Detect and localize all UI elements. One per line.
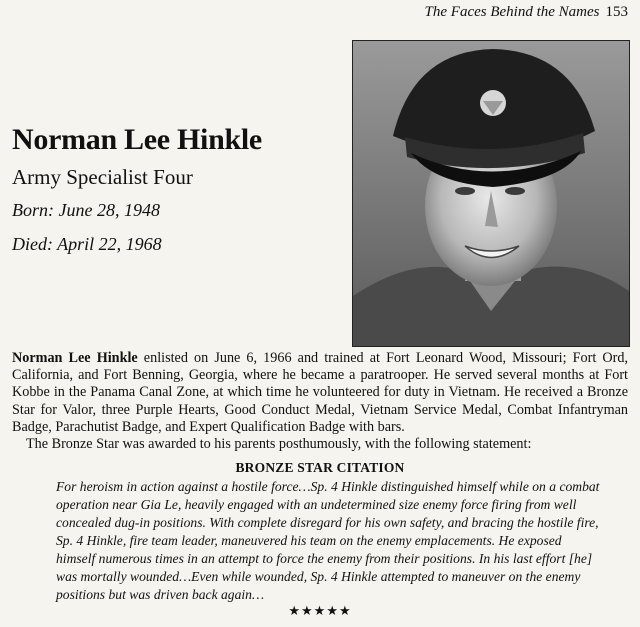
birth-date: Born: June 28, 1948: [12, 200, 160, 220]
section-end-stars: ★★★★★: [288, 603, 352, 618]
biography-text: enlisted on June 6, 1966 and trained at Fort Leonard Wood, Missouri; Fort Ord, California, and Fort Benning, Georgia, where he became a paratrooper. He served several months at Fort Kobbe in the Panama Canal Zone, at which time he volunteered for duty in Vietnam. He received a Bronze Star for Valor, three Purple Hearts, Good Conduct Medal, Vietnam Service Medal, Combat Infantryman Badge, Parachutist Badge, and Expert Qualification Badge with bars.: [12, 350, 628, 435]
award-statement: The Bronze Star was awarded to his parents posthumously, with the following statement:: [26, 436, 532, 453]
citation-text: For heroism in action against a hostile force…Sp. 4 Hinkle distinguished himself while on a combat operation near Gia Le, heavily engaged with an undetermined size enemy force firing from well concealed dug-in positions. With complete disregard for his own safety, and bracing the hostile fire, Sp. 4 Hinkle, fire team leader, maneuvered his team on the enemy emplacements. He exposed himself numerous times in an attempt to force the enemy from their positions. In his last effort [he] was mortally wounded…Even while wounded, Sp. 4 Hinkle attempted to maneuver on the enemy positions but was driven back again…: [56, 479, 600, 603]
page-number: 153: [605, 4, 628, 20]
biography-paragraph: [12, 350, 628, 436]
person-name: Norman Lee Hinkle: [12, 123, 262, 156]
person-rank: Army Specialist Four: [12, 165, 193, 189]
running-header: [425, 4, 628, 21]
profile-title-block: [12, 122, 342, 256]
death-date: Died: April 22, 1968: [12, 234, 162, 254]
soldier-portrait-icon: [352, 40, 630, 347]
biography-lead-name: Norman Lee Hinkle: [12, 350, 138, 366]
citation-heading: BRONZE STAR CITATION: [235, 460, 405, 476]
running-title: The Faces Behind the Names: [424, 4, 600, 20]
biography-section: [12, 350, 628, 604]
